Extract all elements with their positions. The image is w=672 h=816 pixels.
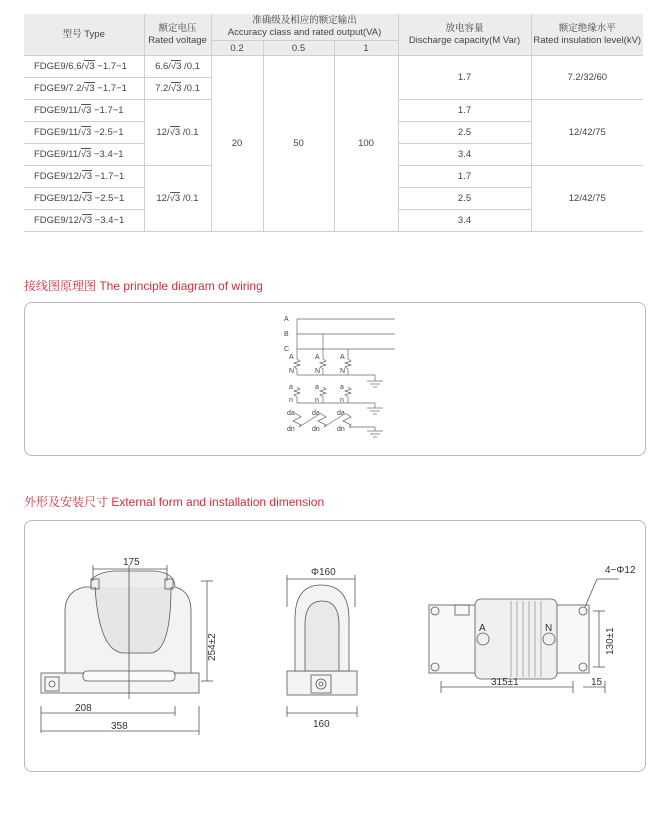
type-suffix: −1.7−1 xyxy=(94,83,127,94)
sqrt-symbol: √3 xyxy=(81,215,93,226)
dim-base-total: 358 xyxy=(111,721,128,732)
sqrt-symbol: √3 xyxy=(84,61,95,72)
sqrt-symbol: √3 xyxy=(169,127,181,138)
dim-hole-pitch-y: 130±1 xyxy=(605,627,616,655)
dim-diameter-top: Φ160 xyxy=(311,567,336,578)
dim-holes: 4−Φ12 xyxy=(605,565,636,576)
delta-label-da: da xyxy=(312,410,320,417)
voltage-suffix: /0.1 xyxy=(180,193,199,204)
voltage-suffix: /0.1 xyxy=(181,61,200,72)
header-class-1: 1 xyxy=(334,41,398,56)
wiring-diagram xyxy=(25,303,645,455)
secondary-label-a: a xyxy=(315,384,319,391)
primary-label-a: A xyxy=(340,354,345,361)
voltage-suffix: /0.1 xyxy=(181,83,200,94)
side-view xyxy=(287,575,357,717)
primary-label-n: N xyxy=(315,368,321,375)
header-discharge-en: Discharge capacity(M Var) xyxy=(408,34,521,46)
secondary-label-n: n xyxy=(340,397,344,404)
sqrt-symbol: √3 xyxy=(170,61,182,72)
voltage-prefix: 12/ xyxy=(156,193,170,204)
header-discharge xyxy=(398,14,531,56)
sqrt-symbol: √3 xyxy=(84,83,95,94)
table-header-row xyxy=(24,14,643,41)
dimension-section-title: 外形及安装尺寸 External form and installation dimension xyxy=(24,495,325,509)
bus-label-c: C xyxy=(284,346,290,353)
voltage-prefix: 6.6/ xyxy=(155,61,171,72)
sqrt-symbol: √3 xyxy=(80,149,92,160)
header-class-05: 0.5 xyxy=(263,41,334,56)
voltage-cell xyxy=(144,100,211,166)
type-suffix: −1.7−1 xyxy=(91,105,124,116)
dim-side-base: 160 xyxy=(313,719,330,730)
type-cell xyxy=(24,56,144,78)
delta-label-dn: dn xyxy=(287,426,295,433)
output-1: 100 xyxy=(334,56,398,232)
bus-label-a: A xyxy=(284,316,289,323)
header-insulation xyxy=(531,14,643,56)
discharge-cell: 1.7 xyxy=(398,100,531,122)
type-cell xyxy=(24,78,144,100)
header-voltage xyxy=(144,14,211,56)
header-discharge-cn: 放电容量 xyxy=(445,22,484,34)
insulation-cell: 7.2/32/60 xyxy=(531,56,643,100)
header-accuracy-cn: 准确级及相应的额定输出 xyxy=(252,15,357,26)
type-prefix: FDGE9/7.2/ xyxy=(34,83,85,94)
type-suffix: −3.4−1 xyxy=(92,215,125,226)
voltage-prefix: 12/ xyxy=(156,127,170,138)
discharge-cell: 3.4 xyxy=(398,144,531,166)
header-type: 型号 Type xyxy=(24,14,144,56)
type-suffix: −1.7−1 xyxy=(92,171,125,182)
voltage-cell xyxy=(144,166,211,232)
delta-label-da: da xyxy=(337,410,345,417)
terminal-label-a: A xyxy=(479,623,486,634)
voltage-prefix: 7.2/ xyxy=(155,83,171,94)
secondary-label-n: n xyxy=(289,397,293,404)
sqrt-symbol: √3 xyxy=(81,171,93,182)
type-cell xyxy=(24,122,144,144)
header-class-02: 0.2 xyxy=(211,41,263,56)
type-prefix: FDGE9/12/ xyxy=(34,215,82,226)
sqrt-symbol: √3 xyxy=(80,105,92,116)
header-accuracy-en: Accuracy class and rated output(VA) xyxy=(227,27,382,38)
voltage-suffix: /0.1 xyxy=(180,127,199,138)
type-cell xyxy=(24,100,144,122)
type-cell xyxy=(24,166,144,188)
type-cell xyxy=(24,210,144,232)
header-voltage-en: Rated voltage xyxy=(148,34,207,46)
dim-base-inner: 208 xyxy=(75,703,92,714)
secondary-label-a: a xyxy=(340,384,344,391)
dim-top-width: 175 xyxy=(123,557,140,568)
front-view xyxy=(41,565,213,735)
bus-label-b: B xyxy=(284,331,289,338)
delta-label-dn: dn xyxy=(312,426,320,433)
plan-view xyxy=(429,579,619,693)
sqrt-symbol: √3 xyxy=(81,193,93,204)
voltage-cell xyxy=(144,78,211,100)
spec-table xyxy=(24,14,643,232)
output-02: 20 xyxy=(211,56,263,232)
header-voltage-cn: 额定电压 xyxy=(158,22,197,34)
type-suffix: −2.5−1 xyxy=(91,127,124,138)
voltage-cell xyxy=(144,56,211,78)
sqrt-symbol: √3 xyxy=(80,127,92,138)
header-accuracy xyxy=(211,14,398,41)
sqrt-symbol: √3 xyxy=(170,83,182,94)
type-prefix: FDGE9/12/ xyxy=(34,171,82,182)
table-row xyxy=(24,56,643,78)
discharge-cell: 2.5 xyxy=(398,122,531,144)
primary-label-n: N xyxy=(289,368,295,375)
delta-label-da: da xyxy=(287,410,295,417)
type-prefix: FDGE9/11/ xyxy=(34,149,81,160)
dimension-panel xyxy=(24,520,646,772)
type-prefix: FDGE9/11/ xyxy=(34,127,81,138)
dim-height: 254±2 xyxy=(207,633,218,661)
discharge-cell: 1.7 xyxy=(398,166,531,188)
wiring-panel xyxy=(24,302,646,456)
secondary-label-a: a xyxy=(289,384,293,391)
primary-label-a: A xyxy=(289,354,294,361)
header-insulation-cn: 额定绝缘水平 xyxy=(558,22,616,34)
type-cell xyxy=(24,188,144,210)
type-prefix: FDGE9/11/ xyxy=(34,105,81,116)
header-insulation-en: Rated insulation level(kV) xyxy=(533,34,642,46)
secondary-label-n: n xyxy=(315,397,319,404)
discharge-cell: 3.4 xyxy=(398,210,531,232)
primary-label-n: N xyxy=(340,368,346,375)
dim-hole-pitch-x: 315±1 xyxy=(491,677,519,688)
type-prefix: FDGE9/12/ xyxy=(34,193,82,204)
insulation-cell: 12/42/75 xyxy=(531,100,643,166)
type-suffix: −2.5−1 xyxy=(92,193,125,204)
output-05: 50 xyxy=(263,56,334,232)
insulation-cell: 12/42/75 xyxy=(531,166,643,232)
dim-edge: 15 xyxy=(591,677,603,688)
terminal-label-n: N xyxy=(545,623,553,634)
discharge-cell: 1.7 xyxy=(398,56,531,100)
delta-label-dn: dn xyxy=(337,426,345,433)
type-suffix: −3.4−1 xyxy=(91,149,124,160)
discharge-cell: 2.5 xyxy=(398,188,531,210)
type-suffix: −1.7−1 xyxy=(94,61,127,72)
type-cell xyxy=(24,144,144,166)
wiring-section-title: 接线图原理图 The principle diagram of wiring xyxy=(24,279,263,293)
sqrt-symbol: √3 xyxy=(169,193,181,204)
type-prefix: FDGE9/6.6/ xyxy=(34,61,85,72)
dimension-drawing xyxy=(25,521,645,771)
primary-label-a: A xyxy=(315,354,320,361)
